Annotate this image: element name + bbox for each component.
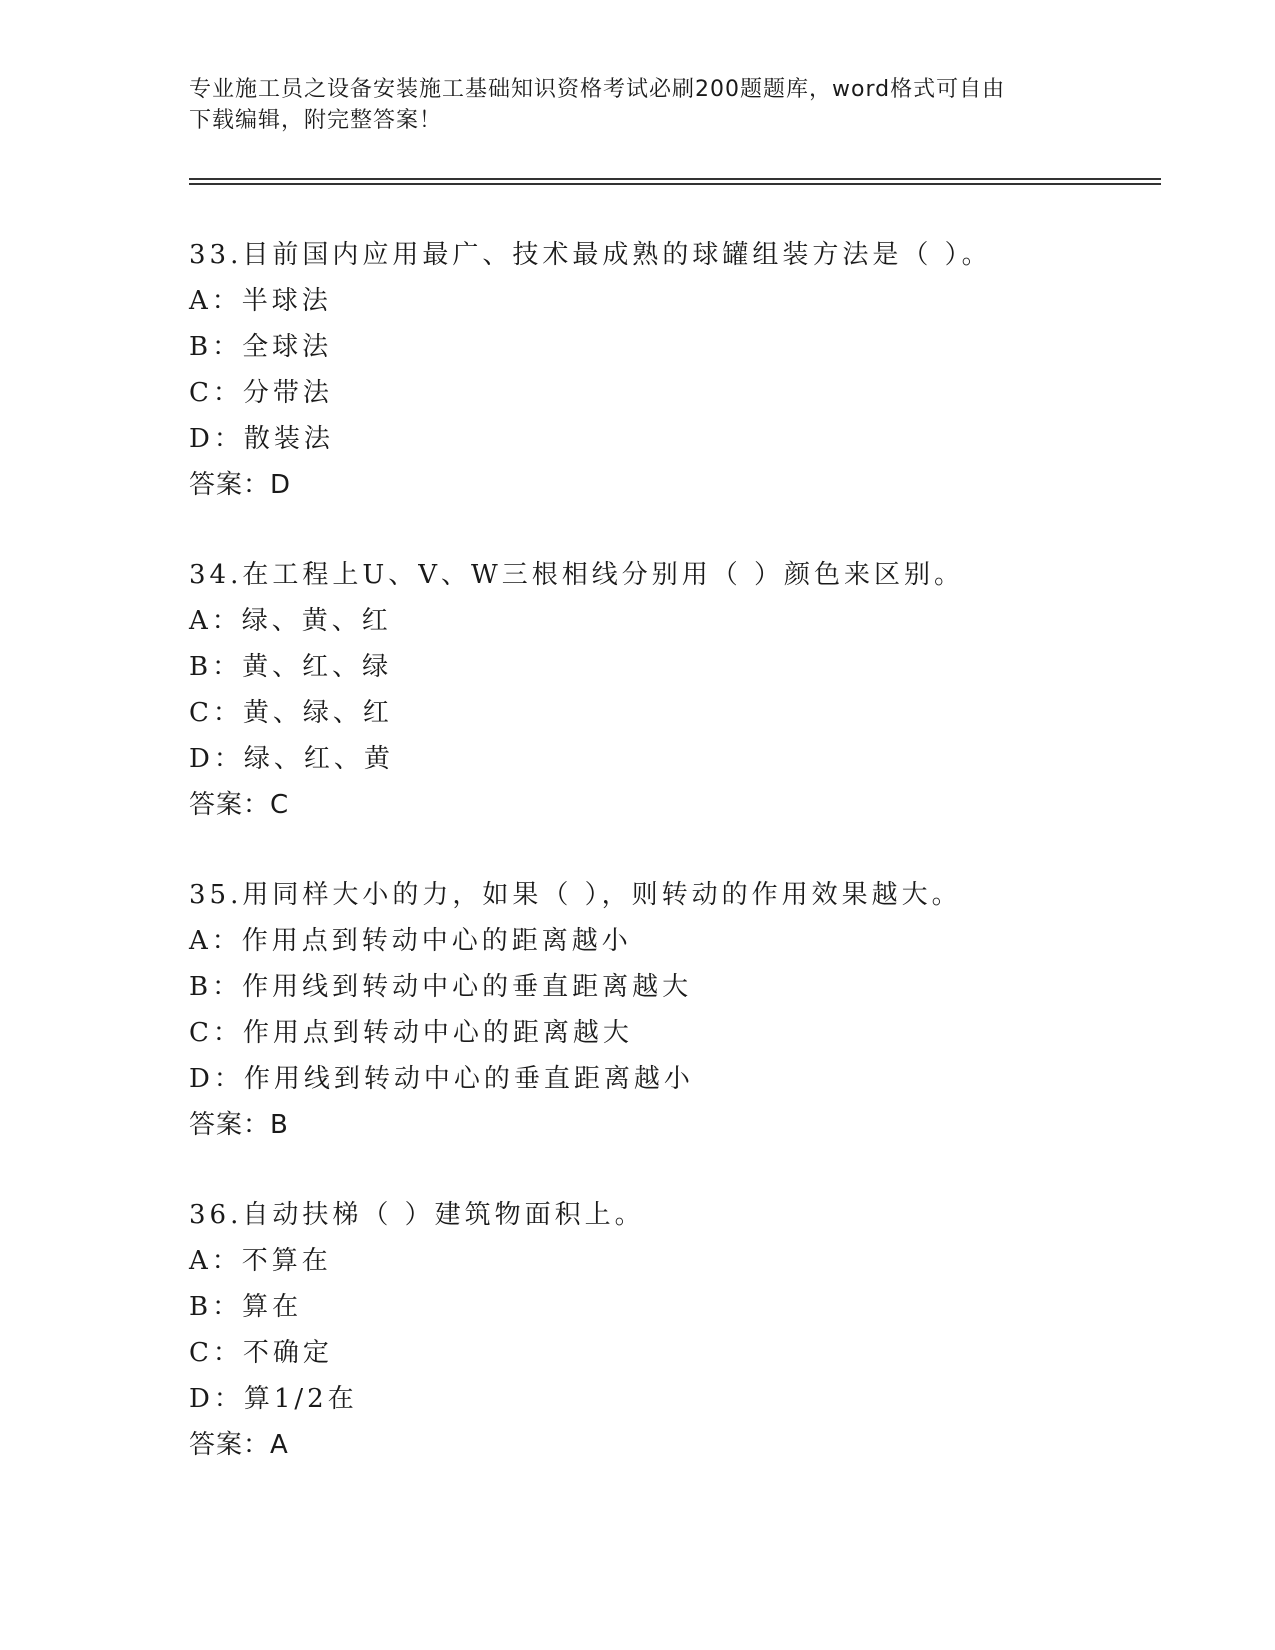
question-block	[189, 552, 1169, 828]
option-a: A：不算在	[189, 1246, 332, 1276]
header-line-2: 下载编辑，附完整答案！	[189, 108, 443, 133]
answer-line: 答案：B	[189, 1110, 289, 1140]
option-c: C：黄、绿、红	[189, 698, 393, 728]
option-c: C：作用点到转动中心的距离越大	[189, 1018, 633, 1048]
question-block	[189, 232, 1169, 508]
header-divider-bottom	[189, 183, 1161, 185]
question-stem: 36.自动扶梯（ ）建筑物面积上。	[189, 1200, 645, 1230]
question-stem: 35.用同样大小的力，如果（ ），则转动的作用效果越大。	[189, 880, 962, 910]
option-a: A：作用点到转动中心的距离越小	[189, 926, 632, 956]
question-block	[189, 1192, 1169, 1468]
option-c: C：分带法	[189, 378, 333, 408]
answer-line: 答案：A	[189, 1430, 289, 1460]
option-d: D：作用线到转动中心的垂直距离越小	[189, 1064, 694, 1094]
question-stem: 33.目前国内应用最广、技术最成熟的球罐组装方法是（ ）。	[189, 240, 992, 270]
option-b: B：作用线到转动中心的垂直距离越大	[189, 972, 693, 1002]
option-d: D：算1/2在	[189, 1384, 358, 1414]
option-a: A：绿、黄、红	[189, 606, 392, 636]
question-block	[189, 872, 1169, 1148]
option-d: D：散装法	[189, 424, 334, 454]
option-a: A：半球法	[189, 286, 332, 316]
option-b: B：算在	[189, 1292, 303, 1322]
header-line-1: 专业施工员之设备安装施工基础知识资格考试必刷200题题库，word格式可自由	[189, 77, 1006, 102]
option-c: C：不确定	[189, 1338, 333, 1368]
answer-line: 答案：C	[189, 790, 290, 820]
option-b: B：全球法	[189, 332, 333, 362]
answer-line: 答案：D	[189, 470, 292, 500]
header-divider-top	[189, 178, 1161, 180]
option-d: D：绿、红、黄	[189, 744, 394, 774]
option-b: B：黄、红、绿	[189, 652, 393, 682]
question-stem: 34.在工程上U、V、W三根相线分别用（ ）颜色来区别。	[189, 560, 965, 590]
document-header	[189, 74, 1089, 136]
